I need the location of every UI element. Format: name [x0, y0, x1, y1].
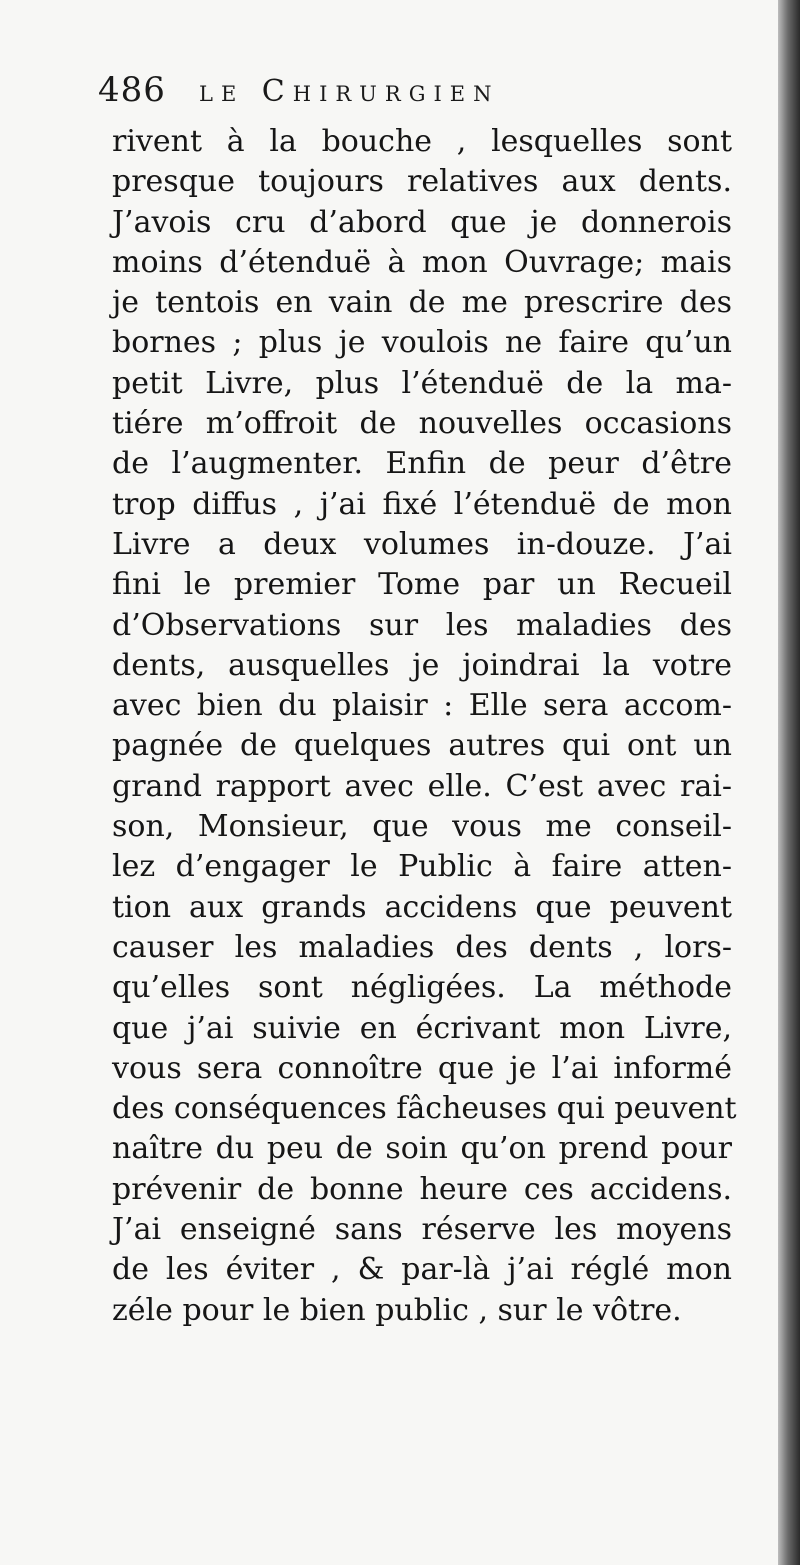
text-line: J’avois cru d’abord que je donnerois	[112, 204, 732, 240]
text-line: tiére m’offroit de nouvelles occasions	[112, 406, 732, 442]
text-line: fini le premier Tome par un Recueil	[112, 567, 732, 603]
text-line: rivent à la bouche , lesquelles sont	[112, 124, 732, 159]
text-line: moins d’étenduë à mon Ouvrage; mais	[112, 244, 732, 280]
text-line: que j’ai suivie en écrivant mon Livre,	[112, 1010, 732, 1046]
text-line: Livre a deux volumes in-douze. J’ai	[112, 526, 732, 562]
page-header	[98, 70, 738, 120]
text-line: lez d’engager le Public à faire atten-	[112, 849, 732, 885]
text-line: bornes ; plus je voulois ne faire qu’un	[112, 325, 732, 361]
text-line: petit Livre, plus l’étenduë de la ma-	[112, 365, 732, 401]
text-line: qu’elles sont négligées. La méthode	[112, 970, 732, 1006]
text-line: vous sera connoître que je l’ai informé	[112, 1050, 732, 1086]
text-line: pagnée de quelques autres qui ont un	[112, 728, 732, 764]
text-line: naître du peu de soin qu’on prend pour	[112, 1131, 732, 1167]
text-line: tion aux grands accidens que peuvent	[112, 889, 732, 925]
text-line: presque toujours relatives aux dents.	[112, 164, 732, 200]
text-line: causer les maladies des dents , lors-	[112, 929, 732, 965]
text-line: J’ai enseigné sans réserve les moyens	[112, 1212, 732, 1248]
text-line: avec bien du plaisir : Elle sera accom-	[112, 688, 732, 724]
text-line: de l’augmenter. Enfin de peur d’être	[112, 446, 732, 482]
text-line: d’Observations sur les maladies des	[112, 607, 732, 643]
text-line: grand rapport avec elle. C’est avec rai-	[112, 768, 732, 804]
text-line: des conséquences fâcheuses qui peuvent	[112, 1091, 737, 1127]
running-head: le Chirurgien	[199, 74, 500, 109]
text-line: trop diffus , j’ai fixé l’étenduë de mon	[112, 486, 732, 522]
text-line: dents, ausquelles je joindrai la votre	[112, 647, 732, 683]
text-line: de les éviter , & par-là j’ai réglé mon	[112, 1252, 732, 1288]
text-line: son, Monsieur, que vous me conseil-	[112, 809, 732, 845]
text-line: zéle pour le bien public , sur le vôtre.	[112, 1292, 682, 1328]
page-number: 486	[98, 70, 166, 110]
body-text	[112, 122, 737, 1331]
text-line: je tentois en vain de me prescrire des	[112, 285, 732, 321]
text-line: prévenir de bonne heure ces accidens.	[112, 1171, 732, 1207]
page-edge-shadow	[778, 0, 800, 1565]
